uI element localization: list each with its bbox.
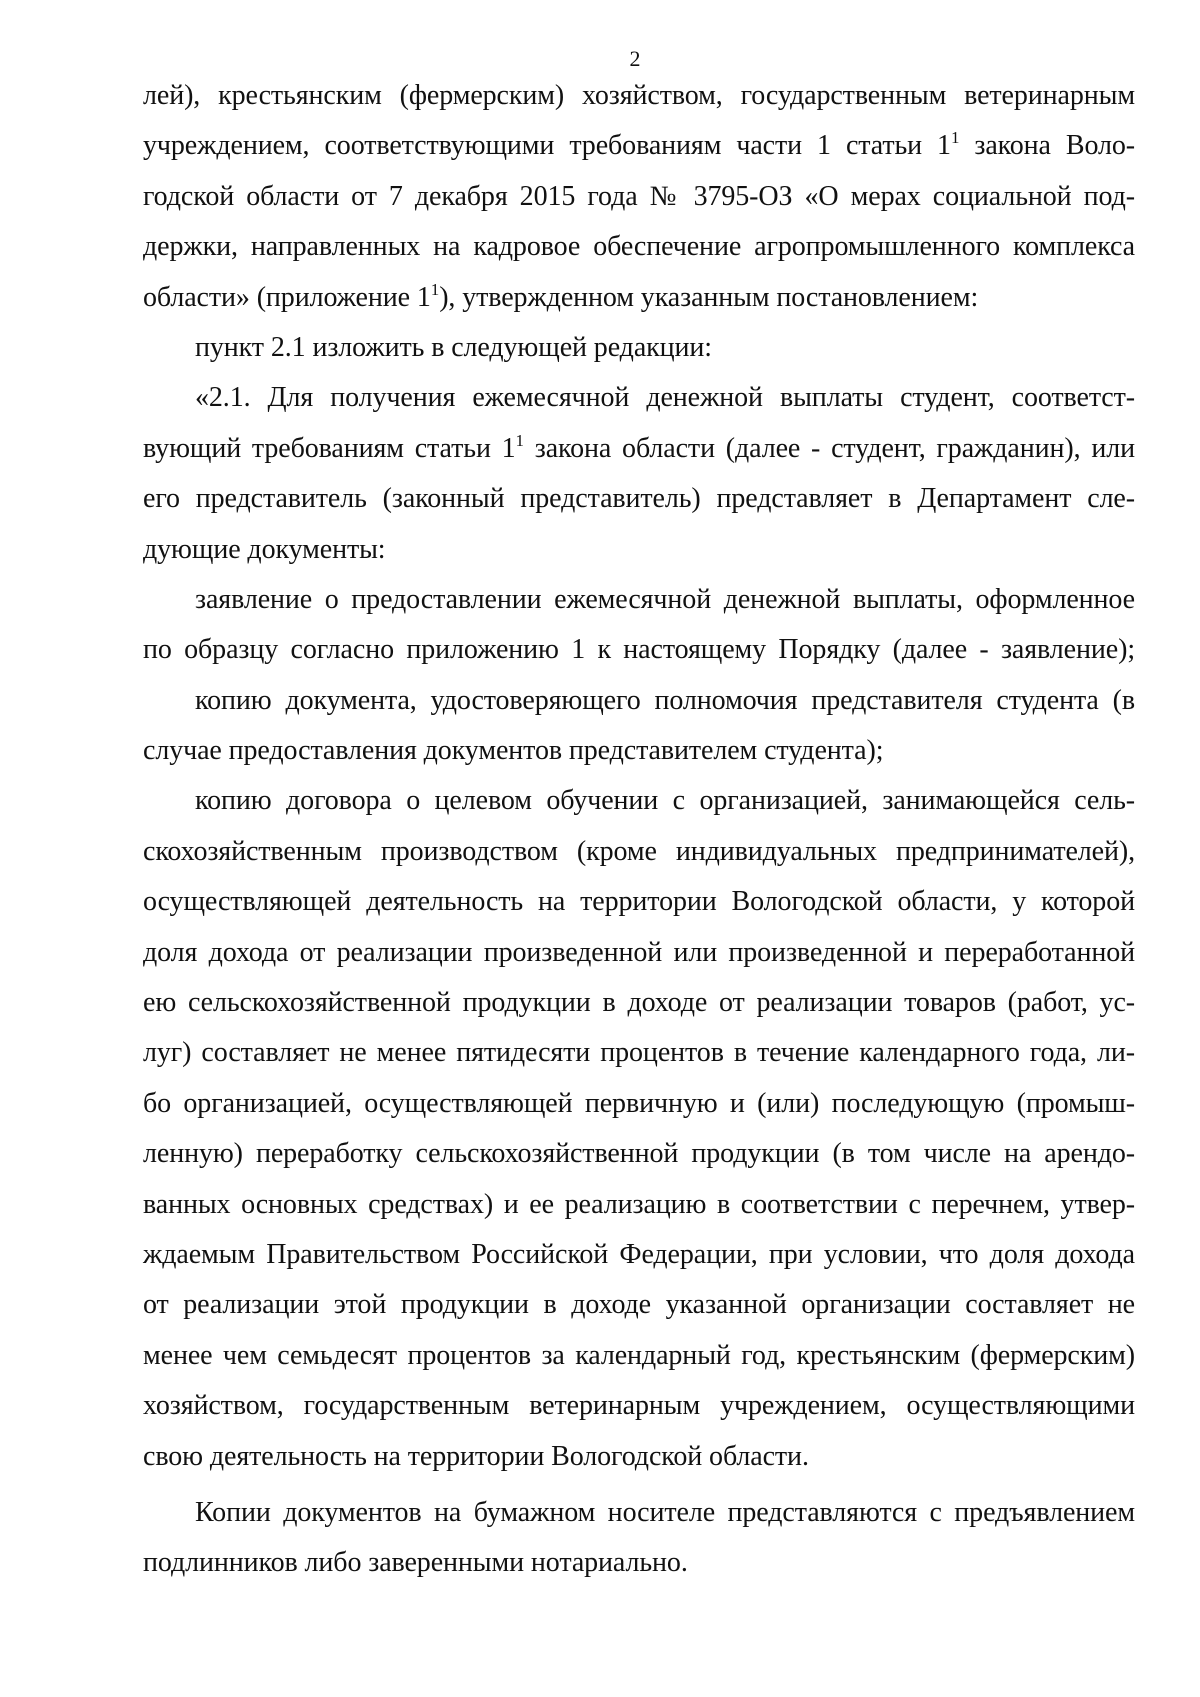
text-line: от реализации этой продукции в доходе указанной организации составляет не <box>143 1289 1135 1321</box>
text-line: свою деятельность на территории Вологодской области. <box>143 1440 809 1472</box>
text-line: области» (приложение $1^1$), утвержденном указанным постановлением: <box>143 279 979 313</box>
text-line: осуществляющей деятельность на территории Вологодской области, у которой <box>143 886 1135 918</box>
text-line: менее чем семьдесят процентов за календарный год, крестьянским (фермерским) <box>143 1339 1135 1371</box>
text-line: подлинников либо заверенными нотариально. <box>143 1547 688 1579</box>
page-number: 2 <box>629 46 641 71</box>
text-line: по образцу согласно приложению 1 к настоящему Порядку (далее - заявление); <box>143 634 1135 666</box>
text-line: пункт 2.1 изложить в следующей редакции: <box>195 331 712 363</box>
text-line: бо организацией, осуществляющей первичную и (или) последующую (промыш- <box>143 1087 1135 1119</box>
text-line: лей), крестьянским (фермерским) хозяйством, государственным ветеринарным <box>143 80 1135 111</box>
text-line: годской области от 7 декабря 2015 года № 3795-ОЗ «О мерах социальной под- <box>143 180 1135 212</box>
superscript: 1 <box>515 430 524 450</box>
superscript: 1 <box>950 128 960 148</box>
superscript: 1 <box>430 279 440 299</box>
text-line: доля дохода от реализации произведенной или произведенной и переработанной <box>143 936 1135 968</box>
document-body <box>143 71 1135 1589</box>
text-line: его представитель (законный представитель) представляет в Департамент сле- <box>143 483 1135 515</box>
text-line: ванных основных средствах) и ее реализацию в соответствии с перечнем, утвер- <box>143 1188 1135 1220</box>
text-line: копию договора о целевом обучении с организацией, занимающейся сель- <box>195 785 1135 817</box>
text-line: копию документа, удостоверяющего полномочия представителя студента (в <box>195 684 1135 716</box>
text-line: держки, направленных на кадровое обеспечение агропромышленного комплекса <box>143 231 1135 263</box>
text-line: скохозяйственным производством (кроме индивидуальных предпринимателей), <box>143 835 1135 867</box>
text-line: ждаемым Правительством Российской Федерации, при условии, что доля дохода <box>143 1238 1135 1270</box>
text-line: Копии документов на бумажном носителе представляются с предъявлением <box>195 1496 1135 1528</box>
text-line: хозяйством, государственным ветеринарным учреждением, осуществляющими <box>143 1390 1135 1422</box>
text-line: случае предоставления документов представителем студента); <box>143 735 884 767</box>
text-line: заявление о предоставлении ежемесячной денежной выплаты, оформленное <box>195 583 1135 615</box>
text-line: «2.1. Для получения ежемесячной денежной выплаты студент, соответст- <box>195 382 1135 414</box>
text-line: учреждением, соответствующими требованиям части 1 статьи $1^1$ закона Воло- <box>143 128 1135 162</box>
text-line: вующий требованиям статьи $1^1$ закона области (далее - студент, гражданин), или <box>143 430 1135 464</box>
text-line: дующие документы: <box>143 533 386 565</box>
text-line: ею сельскохозяйственной продукции в доходе от реализации товаров (работ, ус- <box>143 987 1135 1019</box>
text-line: ленную) переработку сельскохозяйственной продукции (в том числе на арендо- <box>143 1138 1135 1170</box>
text-line: луг) составляет не менее пятидесяти процентов в течение календарного года, ли- <box>143 1037 1135 1069</box>
